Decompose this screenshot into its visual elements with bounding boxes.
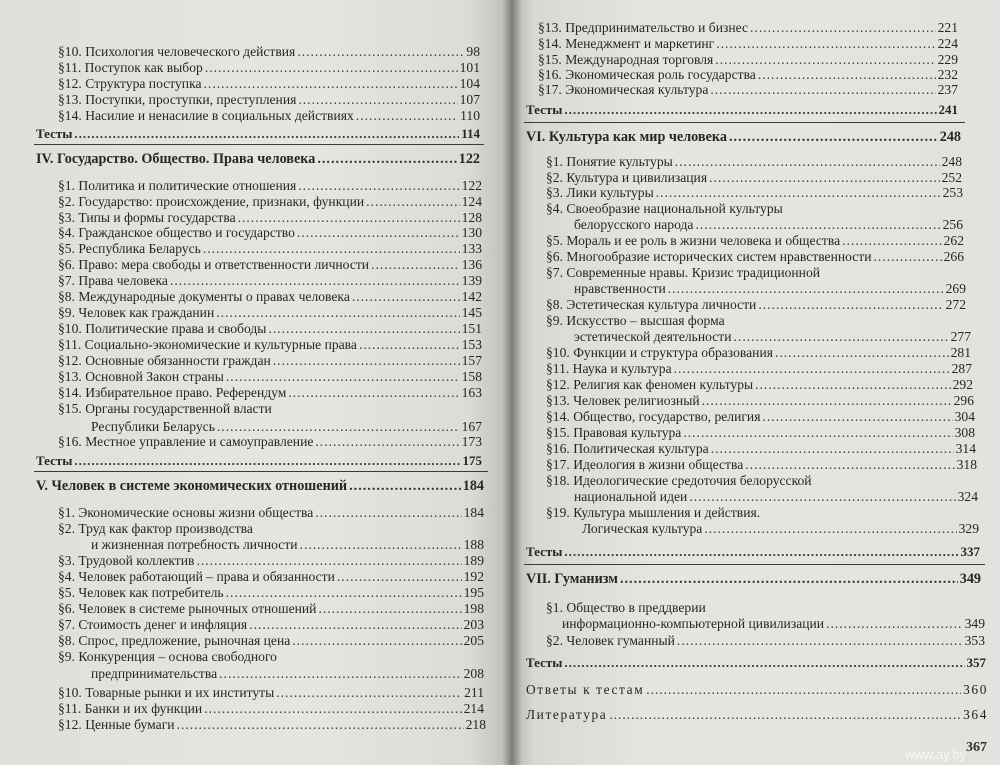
toc-entry	[546, 441, 976, 456]
toc-entry-title: §16. Местное управление и самоуправление	[58, 434, 314, 449]
toc-entry-title: §6. Многообразие исторических систем нравственности	[546, 249, 872, 264]
toc-entry	[546, 233, 964, 248]
dot-leader	[352, 289, 460, 304]
toc-entry-page: 252	[941, 170, 962, 185]
toc-entry	[58, 194, 482, 209]
toc-entry-page: 357	[966, 655, 986, 670]
toc-entry	[546, 249, 964, 264]
toc-entry	[58, 434, 482, 449]
toc-entry	[58, 273, 482, 288]
dot-leader	[317, 152, 456, 167]
toc-entry	[58, 60, 480, 75]
toc-entry	[58, 178, 482, 193]
dot-leader	[315, 505, 461, 520]
toc-entry-title: §14. Менеджмент и маркетинг	[538, 36, 715, 51]
dot-leader	[349, 479, 461, 494]
toc-entry-page: 272	[945, 297, 966, 312]
toc-entry-title: §11. Банки и их функции	[58, 701, 203, 716]
toc-entry-page: 203	[463, 617, 484, 632]
dot-leader	[297, 225, 460, 240]
dot-leader	[668, 281, 944, 296]
toc-entry-page: 184	[463, 505, 484, 520]
toc-entry-title: Ответы к тестам	[526, 682, 645, 697]
toc-entry-title-continued: Логическая культура	[582, 521, 703, 536]
dot-leader	[702, 393, 952, 408]
toc-entry	[538, 20, 958, 35]
dot-leader	[204, 76, 458, 91]
dot-leader	[196, 553, 461, 568]
toc-entry	[546, 297, 966, 312]
toc-entry-title: §2. Труд как фактор производства	[58, 521, 253, 536]
toc-entry-page: 269	[945, 281, 966, 296]
toc-entry-title: §5. Человек как потребитель	[58, 585, 224, 600]
dot-leader	[74, 126, 459, 141]
toc-entry	[562, 616, 985, 631]
toc-entry-page: 107	[459, 92, 480, 107]
toc-entry-title: §19. Культура мышления и действия.	[546, 505, 761, 520]
toc-entry-title: §8. Международные документы о правах человека	[58, 289, 350, 304]
toc-entry-title: §5. Мораль и ее роль в жизни человека и общества	[546, 233, 841, 248]
toc-entry-title: §11. Социально-экономические и культурные права	[58, 337, 357, 352]
dot-leader	[216, 305, 459, 320]
dot-leader	[315, 434, 459, 449]
toc-entry-title: §11. Наука и культура	[546, 361, 672, 376]
toc-entry-page: 314	[955, 441, 976, 456]
toc-entry	[546, 409, 975, 424]
toc-entry	[526, 572, 981, 587]
dot-leader	[775, 345, 949, 360]
toc-entry-title: IV. Государство. Общество. Права человека	[36, 151, 316, 167]
toc-entry-page: 163	[461, 385, 482, 400]
toc-entry-title: Тесты	[526, 544, 563, 559]
toc-entry-title: §12. Ценные бумаги	[58, 717, 175, 732]
toc-entry-page: 205	[463, 633, 484, 648]
dot-leader	[683, 425, 952, 440]
dot-leader	[609, 707, 961, 722]
toc-entry-page: 130	[461, 225, 482, 240]
toc-entry-title: §3. Лики культуры	[546, 185, 654, 200]
toc-entry-title-continued: эстетической деятельности	[574, 329, 732, 344]
toc-entry-title: §9. Человек как гражданин	[58, 305, 215, 320]
toc-entry-page: 349	[964, 616, 985, 631]
dot-leader	[715, 52, 935, 67]
toc-entry-page: 153	[461, 337, 482, 352]
toc-entry-page: 329	[958, 521, 979, 536]
toc-entry	[58, 305, 482, 320]
toc-entry-page: 218	[465, 717, 486, 732]
dot-leader	[689, 489, 955, 504]
toc-entry-title: Тесты	[36, 126, 73, 141]
toc-entry-title: §16. Политическая культура	[546, 441, 709, 456]
toc-entry-page: 224	[937, 36, 958, 51]
toc-entry-page: 292	[952, 377, 973, 392]
toc-entry	[546, 457, 977, 472]
toc-entry-title: §8. Эстетическая культура личности	[546, 297, 757, 312]
toc-entry-page: 296	[953, 393, 974, 408]
toc-entry-page: 318	[956, 457, 977, 472]
toc-entry-page: 101	[459, 60, 480, 75]
toc-entry-page: 133	[461, 241, 482, 256]
dot-leader	[646, 682, 961, 697]
toc-entry-page: 110	[460, 108, 480, 123]
dot-leader	[826, 616, 963, 631]
toc-entry	[574, 329, 971, 344]
toc-entry	[526, 682, 988, 697]
toc-entry	[582, 521, 979, 536]
toc-entry-page: 266	[943, 249, 964, 264]
toc-entry-title: Литература	[526, 707, 608, 722]
toc-entry-page: 184	[462, 478, 484, 494]
toc-entry-page: 214	[463, 701, 484, 716]
toc-entry-title: §7. Права человека	[58, 273, 168, 288]
toc-entry	[546, 185, 963, 200]
toc-entry-title-continued: и жизненная потребность личности	[91, 537, 298, 552]
toc-entry-page: 192	[463, 569, 484, 584]
toc-entry	[58, 210, 482, 225]
section-rule	[34, 144, 484, 145]
dot-leader	[564, 655, 964, 670]
dot-leader	[226, 585, 462, 600]
toc-entry-title: §3. Типы и формы государства	[58, 210, 236, 225]
dot-leader	[74, 453, 460, 468]
toc-entry	[546, 393, 974, 408]
toc-entry	[526, 707, 988, 722]
toc-entry-page: 128	[461, 210, 482, 225]
toc-entry-page: 104	[459, 76, 480, 91]
toc-entry-page: 229	[937, 52, 958, 67]
toc-entry	[58, 569, 484, 584]
dot-leader	[755, 377, 950, 392]
section-rule	[524, 564, 985, 565]
toc-entry	[36, 479, 484, 494]
dot-leader	[204, 701, 461, 716]
toc-entry	[58, 633, 484, 648]
toc-entry-title: §14. Насилие и ненасилие в социальных действиях	[58, 108, 354, 123]
toc-entry	[58, 553, 484, 568]
toc-entry-page: 151	[461, 321, 482, 336]
toc-entry-page: 114	[461, 126, 480, 141]
toc-entry-title: §1. Экономические основы жизни общества	[58, 505, 314, 520]
toc-entry-title: §2. Государство: происхождение, признаки, функции	[58, 194, 365, 209]
toc-entry-page: 122	[458, 151, 480, 167]
toc-entry-title: §17. Экономическая культура	[538, 82, 709, 97]
toc-entry-title: §13. Поступки, проступки, преступления	[58, 92, 297, 107]
toc-entry-page: 287	[951, 361, 972, 376]
toc-entry-page: 136	[461, 257, 482, 272]
toc-entry-title: §10. Товарные рынки и их институты	[58, 685, 275, 700]
dot-leader	[177, 717, 464, 732]
dot-leader	[205, 60, 458, 75]
dot-leader	[359, 337, 460, 352]
dot-leader	[337, 569, 462, 584]
toc-entry-page: 262	[943, 233, 964, 248]
dot-leader	[656, 185, 941, 200]
toc-entry-page: 248	[941, 154, 962, 169]
toc-entry-title: §9. Конкуренция – основа свободного	[58, 649, 277, 664]
toc-entry	[58, 92, 480, 107]
dot-leader	[203, 241, 460, 256]
toc-entry-page: 211	[464, 685, 484, 700]
toc-entry-title: Тесты	[526, 102, 563, 117]
toc-entry	[58, 585, 484, 600]
toc-entry-page: 337	[960, 544, 980, 559]
toc-entry-title: §2. Культура и цивилизация	[546, 170, 708, 185]
dot-leader	[371, 257, 460, 272]
toc-entry-title: §3. Трудовой коллектив	[58, 553, 195, 568]
dot-leader	[758, 297, 943, 312]
toc-entry-title: §6. Право: мера свободы и ответственности личности	[58, 257, 370, 272]
toc-entry-title: V. Человек в системе экономических отношений	[36, 478, 348, 494]
toc-entry-page: 208	[463, 666, 484, 681]
toc-entry-title-continued: информационно-компьютерной цивилизации	[562, 616, 825, 631]
dot-leader	[695, 217, 940, 232]
dot-leader	[219, 666, 461, 681]
toc-entry-page: 167	[461, 419, 482, 434]
toc-entry-page: 124	[461, 194, 482, 209]
dot-leader	[226, 369, 460, 384]
dot-leader	[268, 321, 459, 336]
section-rule	[524, 122, 965, 123]
toc-entry	[58, 76, 480, 91]
dot-leader	[300, 537, 462, 552]
toc-entry-page: 158	[461, 369, 482, 384]
toc-entry-title: §4. Гражданское общество и государство	[58, 225, 295, 240]
dot-leader	[874, 249, 942, 264]
toc-entry	[58, 505, 484, 520]
toc-entry-title: §13. Человек религиозный	[546, 393, 700, 408]
toc-entry-title: §13. Основной Закон страны	[58, 369, 224, 384]
toc-entry	[91, 537, 484, 552]
toc-entry	[58, 353, 482, 368]
toc-entry-title: VI. Культура как мир человека	[526, 129, 727, 145]
watermark: www.ay.by	[905, 747, 967, 762]
toc-entry	[538, 67, 958, 82]
toc-entry-title: §9. Искусство – высшая форма	[546, 313, 725, 328]
toc-entry-title: §11. Поступок как выбор	[58, 60, 203, 75]
toc-entry	[526, 130, 961, 145]
toc-entry-title: §12. Основные обязанности граждан	[58, 353, 271, 368]
toc-entry-title: §5. Республика Беларусь	[58, 241, 201, 256]
toc-entry	[574, 281, 966, 296]
toc-entry	[58, 617, 484, 632]
toc-entry-page: 256	[942, 217, 963, 232]
dot-leader	[711, 441, 954, 456]
toc-entry-title-continued: белорусского народа	[574, 217, 694, 232]
toc-entry-title: §4. Своеобразие национальной культуры	[546, 201, 783, 216]
toc-entry-title: §17. Идеология в жизни общества	[546, 457, 744, 472]
dot-leader	[288, 385, 459, 400]
toc-entry-title: §16. Экономическая роль государства	[538, 67, 756, 82]
toc-entry-page: 324	[957, 489, 978, 504]
toc-entry	[526, 655, 986, 670]
toc-entry	[58, 701, 484, 716]
toc-entry	[91, 419, 482, 434]
toc-entry-title: §10. Политические права и свободы	[58, 321, 267, 336]
toc-entry	[538, 82, 958, 97]
toc-entry-title: §15. Международная торговля	[538, 52, 714, 67]
dot-leader	[677, 633, 963, 648]
toc-entry-page: 241	[938, 102, 958, 117]
toc-entry-title: §7. Стоимость денег и инфляция	[58, 617, 248, 632]
toc-entry-title: §7. Современные нравы. Кризис традиционной	[546, 265, 821, 280]
toc-entry-title: §12. Структура поступка	[58, 76, 202, 91]
toc-entry	[58, 385, 482, 400]
dot-leader	[704, 521, 956, 536]
toc-entry-title: §6. Человек в системе рыночных отношений	[58, 601, 317, 616]
dot-leader	[564, 102, 936, 117]
dot-leader	[709, 170, 940, 185]
toc-entry-title: §15. Правовая культура	[546, 425, 682, 440]
toc-entry-title-continued: нравственности	[574, 281, 666, 296]
toc-entry-page: 98	[466, 44, 480, 59]
toc-entry-title: §12. Религия как феномен культуры	[546, 377, 754, 392]
toc-entry	[58, 257, 482, 272]
toc-entry	[546, 425, 975, 440]
toc-entry	[91, 666, 484, 681]
toc-entry	[36, 152, 480, 167]
toc-entry-title: Тесты	[526, 655, 563, 670]
dot-leader	[249, 617, 461, 632]
dot-leader	[217, 419, 460, 434]
toc-entry	[546, 345, 971, 360]
toc-entry-page: 277	[950, 329, 971, 344]
toc-entry-title: §14. Избирательное право. Референдум	[58, 385, 287, 400]
dot-leader	[674, 361, 950, 376]
dot-leader	[620, 572, 958, 587]
dot-leader	[292, 633, 461, 648]
toc-entry	[58, 241, 482, 256]
dot-leader	[170, 273, 460, 288]
toc-entry-title: §1. Политика и политические отношения	[58, 178, 297, 193]
toc-entry	[546, 633, 985, 648]
toc-entry	[58, 108, 480, 123]
toc-entry-page: 175	[462, 453, 482, 468]
section-rule	[34, 471, 488, 472]
toc-entry-page: 281	[950, 345, 971, 360]
toc-entry-page: 304	[954, 409, 975, 424]
toc-entry-page: 232	[937, 67, 958, 82]
toc-entry	[58, 601, 484, 616]
dot-leader	[297, 44, 464, 59]
toc-entry-page: 157	[461, 353, 482, 368]
toc-entry-page: 349	[959, 571, 981, 587]
toc-entry-title: §14. Общество, государство, религия	[546, 409, 761, 424]
dot-leader	[273, 353, 460, 368]
dot-leader	[318, 601, 461, 616]
dot-leader	[356, 108, 458, 123]
dot-leader	[750, 20, 936, 35]
toc-entry-title-continued: Республики Беларусь	[91, 419, 215, 434]
dot-leader	[710, 82, 935, 97]
toc-entry-page: 195	[463, 585, 484, 600]
toc-entry-page: 145	[461, 305, 482, 320]
toc-entry-title: §2. Человек гуманный	[546, 633, 675, 648]
toc-entry	[546, 154, 962, 169]
dot-leader	[675, 154, 940, 169]
page-number: 367	[966, 740, 987, 755]
toc-entry-page: 142	[461, 289, 482, 304]
toc-entry	[58, 44, 480, 59]
toc-entry	[546, 377, 973, 392]
toc-entry	[36, 453, 482, 468]
toc-entry-page: 364	[963, 707, 988, 722]
toc-entry	[58, 225, 482, 240]
toc-entry-title: §18. Идеологические средоточия белорусской	[546, 473, 812, 488]
toc-entry-title: VII. Гуманизм	[526, 571, 618, 587]
dot-leader	[276, 685, 462, 700]
toc-entry	[58, 321, 482, 336]
toc-entry-page: 353	[964, 633, 985, 648]
dot-leader	[238, 210, 460, 225]
dot-leader	[298, 92, 457, 107]
toc-entry	[526, 102, 958, 117]
toc-entry-page: 308	[954, 425, 975, 440]
dot-leader	[762, 409, 952, 424]
toc-entry-page: 360	[963, 682, 988, 697]
toc-entry	[574, 489, 978, 504]
toc-entry-page: 253	[942, 185, 963, 200]
toc-entry	[546, 170, 962, 185]
toc-entry-page: 173	[461, 434, 482, 449]
toc-entry-page: 221	[937, 20, 958, 35]
toc-entry-title: Тесты	[36, 453, 73, 468]
toc-entry	[58, 369, 482, 384]
dot-leader	[758, 67, 936, 82]
dot-leader	[564, 544, 958, 559]
dot-leader	[734, 329, 949, 344]
toc-entry	[58, 685, 484, 700]
dot-leader	[366, 194, 459, 209]
toc-entry-title: §13. Предпринимательство и бизнес	[538, 20, 749, 35]
toc-entry-page: 237	[937, 82, 958, 97]
toc-entry	[538, 52, 958, 67]
toc-entry-page: 188	[463, 537, 484, 552]
toc-entry-title: §1. Понятие культуры	[546, 154, 673, 169]
toc-entry	[574, 217, 963, 232]
toc-entry-title: §10. Психология человеческого действия	[58, 44, 296, 59]
toc-entry	[546, 361, 972, 376]
toc-entry-title: §4. Человек работающий – права и обязанности	[58, 569, 335, 584]
toc-entry-page: 122	[461, 178, 482, 193]
toc-entry	[58, 337, 482, 352]
toc-entry-title: §15. Органы государственной власти	[58, 401, 272, 416]
dot-leader	[745, 457, 954, 472]
toc-entry-page: 198	[463, 601, 484, 616]
dot-leader	[729, 130, 938, 145]
toc-entry-title-continued: национальной идеи	[574, 489, 688, 504]
toc-entry-title: §1. Общество в преддверии	[546, 600, 706, 615]
toc-entry-title-continued: предпринимательства	[91, 666, 218, 681]
toc-entry-title: §10. Функции и структура образования	[546, 345, 773, 360]
toc-entry	[36, 126, 480, 141]
toc-entry-page: 139	[461, 273, 482, 288]
toc-entry-page: 189	[463, 553, 484, 568]
toc-entry	[58, 289, 482, 304]
toc-entry	[538, 36, 958, 51]
dot-leader	[298, 178, 459, 193]
dot-leader	[842, 233, 941, 248]
dot-leader	[716, 36, 935, 51]
toc-entry	[526, 544, 980, 559]
toc-entry	[58, 717, 486, 732]
toc-entry-page: 248	[939, 129, 961, 145]
toc-entry-title: §8. Спрос, предложение, рыночная цена	[58, 633, 291, 648]
